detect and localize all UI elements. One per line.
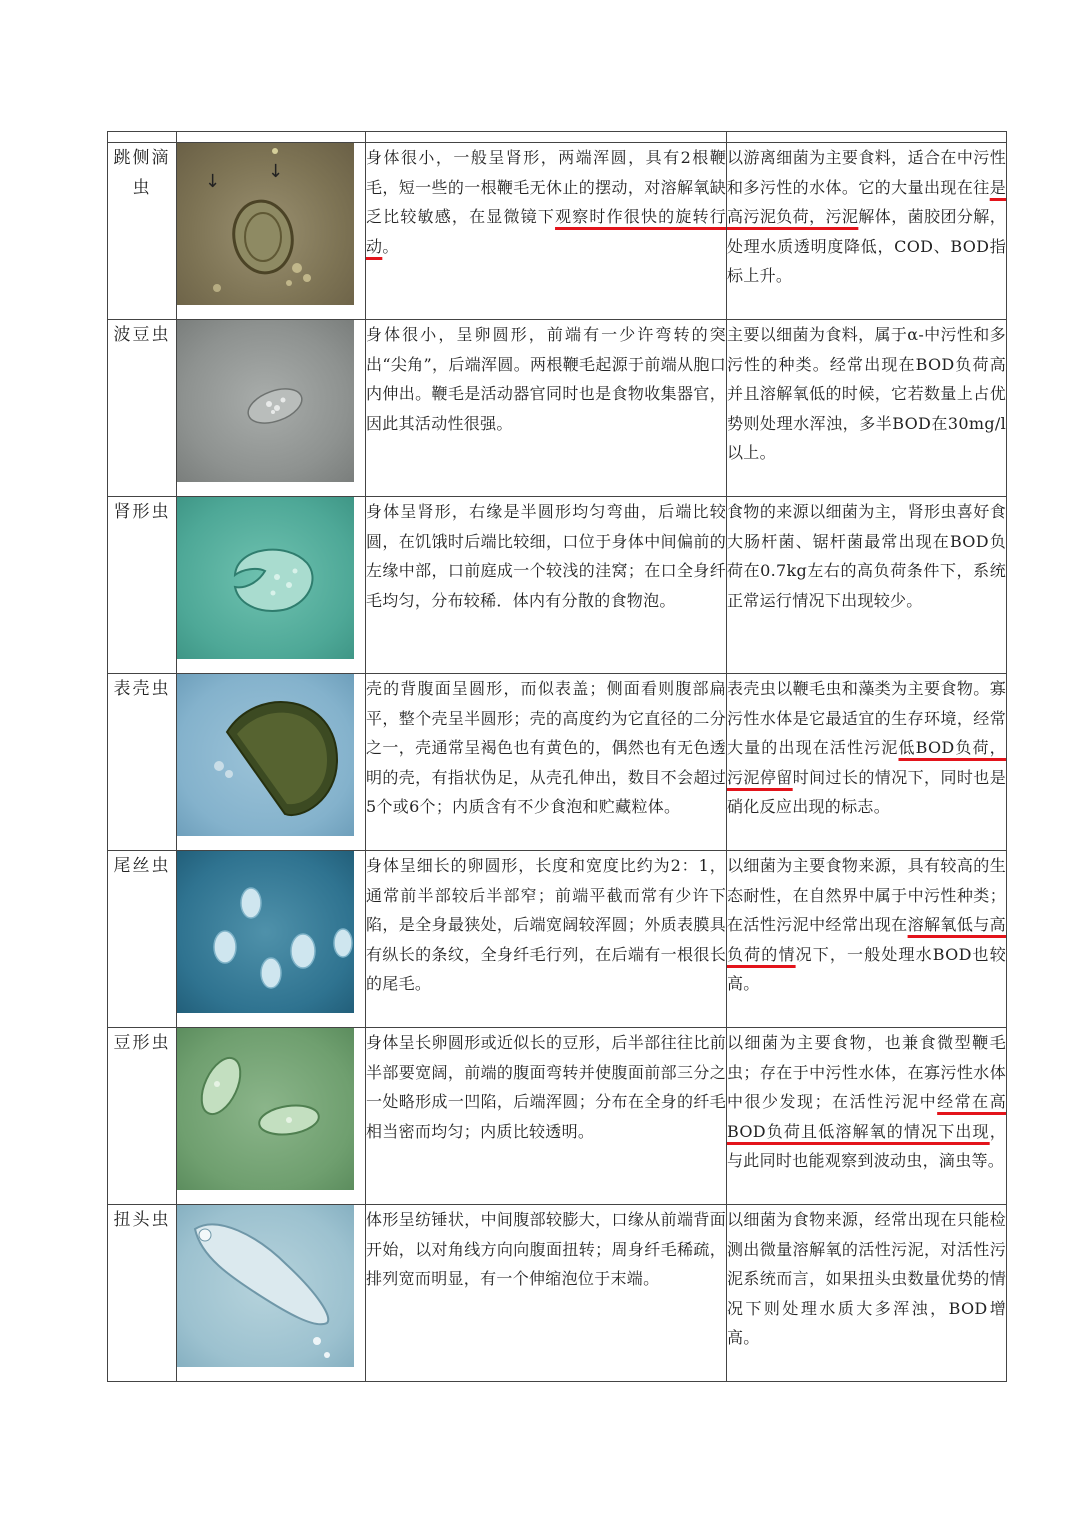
- micrograph-bodo-icon: [177, 320, 354, 482]
- table-row: [108, 674, 1007, 851]
- habitat-cell: 以细菌为主要食物来源，具有较高的生态耐性，在自然界中属于中污性种类；在活性污泥中经常出现在溶解氧低与高负荷的情况下，一般处理水BOD也较高。: [727, 851, 1007, 1028]
- table-row: [108, 497, 1007, 674]
- habitat-cell: 以细菌为食物来源，经常出现在只能检测出微量溶解氧的活性污泥，对活性污泥系统而言，如果扭头虫数量优势的情况下则处理水质大多浑浊，BOD增高。: [727, 1205, 1007, 1382]
- table-row: [108, 1205, 1007, 1382]
- micrograph-arcella-icon: [177, 674, 354, 836]
- micrograph-uronema-icon: [177, 851, 354, 1013]
- habitat-cell: 主要以细菌为食料，属于α-中污性和多污性的种类。经常出现在BOD负荷高并且溶解氧低的时候，它若数量上占优势则处理水浑浊，多半BOD在30mg/l以上。: [727, 320, 1007, 497]
- table-row: [108, 851, 1007, 1028]
- svg-text:↓: ↓: [205, 171, 221, 192]
- svg-text:↓: ↓: [268, 161, 284, 182]
- species-name: 表壳虫: [108, 674, 177, 851]
- micrograph-colpoda-icon: [177, 497, 354, 659]
- species-name: 肾形虫: [108, 497, 177, 674]
- micrograph-metopus-icon: [177, 1205, 354, 1367]
- table-row: [108, 320, 1007, 497]
- table-row: [108, 1028, 1007, 1205]
- habitat-cell: 表壳虫以鞭毛虫和藻类为主要食物。寡污性水体是它最适宜的生存环境，经常大量的出现在活性污泥低BOD负荷，污泥停留时间过长的情况下，同时也是硝化反应出现的标志。: [727, 674, 1007, 851]
- table-row: [108, 143, 1007, 320]
- table-top-stub: [108, 132, 1007, 143]
- species-name: 跳侧滴虫: [108, 143, 177, 320]
- description-cell: 身体很小，一般呈肾形，两端浑圆，具有2根鞭毛，短一些的一根鞭毛无休止的摆动，对溶解氧缺乏比较敏感，在显微镜下观察时作很快的旋转行动。: [366, 143, 727, 320]
- species-name: 波豆虫: [108, 320, 177, 497]
- description-cell: 身体呈细长的卵圆形，长度和宽度比约为2：1，通常前半部较后半部窄；前端平截而常有少许下陷，是全身最狭处，后端宽阔较浑圆；外质表膜具有纵长的条纹，全身纤毛行列，在后端有一根很长的尾毛。: [366, 851, 727, 1028]
- description-cell: 壳的背腹面呈圆形，而似表盖；侧面看则腹部扁平，整个壳呈半圆形；壳的高度约为它直径的二分之一，壳通常呈褐色也有黄色的，偶然也有无色透明的壳，有指状伪足，从壳孔伸出，数目不会超过5个或6个；内质含有不少食泡和贮藏粒体。: [366, 674, 727, 851]
- protozoa-table: [107, 131, 1007, 1382]
- habitat-cell: 以游离细菌为主要食料，适合在中污性和多污性的水体。它的大量出现在往是高污泥负荷，污泥解体，菌胶团分解，处理水质透明度降低，COD、BOD指标上升。: [727, 143, 1007, 320]
- habitat-cell: 以细菌为主要食物，也兼食微型鞭毛虫；存在于中污性水体，在寡污性水体中很少发现；在活性污泥中经常在高BOD负荷且低溶解氧的情况下出现，与此同时也能观察到波动虫，滴虫等。: [727, 1028, 1007, 1205]
- description-cell: 身体很小，呈卵圆形，前端有一少许弯转的突出“尖角”，后端浑圆。两根鞭毛起源于前端从胞口内伸出。鞭毛是活动器官同时也是食物收集器官，因此其活动性很强。: [366, 320, 727, 497]
- description-cell: 身体呈长卵圆形或近似长的豆形，后半部往往比前半部要宽阔，前端的腹面弯转并使腹面前部三分之一处略形成一凹陷，后端浑圆；分布在全身的纤毛相当密而均匀；内质比较透明。: [366, 1028, 727, 1205]
- habitat-cell: 食物的来源以细菌为主，肾形虫喜好食大肠杆菌、锯杆菌最常出现在BOD负荷在0.7kg左右的高负荷条件下，系统正常运行情况下出现较少。: [727, 497, 1007, 674]
- description-cell: 体形呈纺锤状，中间腹部较膨大，口缘从前端背面开始，以对角线方向向腹面扭转；周身纤毛稀疏，排列宽而明显，有一个伸缩泡位于末端。: [366, 1205, 727, 1382]
- species-name: 扭头虫: [108, 1205, 177, 1382]
- species-name: 豆形虫: [108, 1028, 177, 1205]
- species-name: 尾丝虫: [108, 851, 177, 1028]
- micrograph-colpidium-icon: [177, 1028, 354, 1190]
- micrograph-bodo-saltans-icon: [177, 143, 354, 305]
- description-cell: 身体呈肾形，右缘是半圆形均匀弯曲，后端比较圆，在饥饿时后端比较细，口位于身体中间偏前的左缘中部，口前庭成一个较浅的洼窝；在口全身纤毛均匀，分布较稀．体内有分散的食物泡。: [366, 497, 727, 674]
